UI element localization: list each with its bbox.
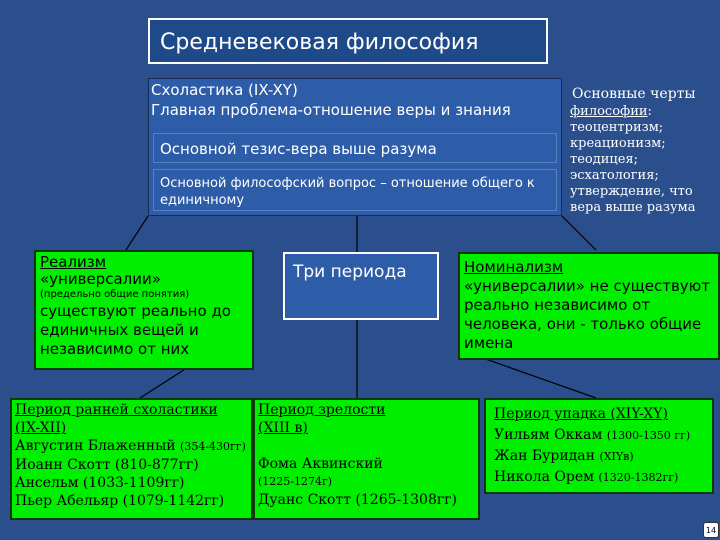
early-years: (IX-XII) [15, 420, 67, 436]
features-heading: Основные черты [572, 86, 696, 102]
mature-person: Фома Аквинский [258, 456, 383, 472]
three-periods-box: Три периода [283, 252, 439, 320]
scholastics-period: Схоластика (IX-XY) [151, 81, 298, 99]
early-person: Ансельм (1033-1109гг) [15, 475, 185, 491]
feature-item: теодицея; [570, 152, 639, 167]
feature-item: вера выше разума [570, 200, 696, 215]
nominalism-text: «универсалии» не существуют реально независимо от человека, они - только общие имена [464, 277, 711, 352]
decline-person: Никола Орем (1320-1382гг) [494, 469, 679, 485]
realism-note: (предельно общие понятия) [40, 289, 190, 300]
mature-period-box [253, 398, 480, 520]
nominalism-title: Номинализм [464, 258, 564, 276]
realism-text: существуют реально до единичных вещей и независимо от них [40, 302, 231, 358]
feature-item: креационизм; [570, 136, 666, 151]
features-list [570, 86, 720, 216]
feature-item: эсхатология; [570, 168, 659, 183]
features-subheading: философии: [570, 104, 652, 119]
page-number: 14 [703, 522, 719, 538]
early-person: Пьер Абельяр (1079-1142гг) [15, 493, 225, 509]
realism-title: Реализм [40, 253, 107, 271]
decline-person: Жан Буридан (XIYв) [494, 448, 634, 464]
nominalism-box [458, 252, 720, 360]
scholastics-problem: Главная проблема-отношение веры и знания [151, 101, 511, 119]
early-title: Период ранней схоластики [15, 402, 218, 418]
realism-box [34, 250, 254, 370]
early-period-box [10, 398, 253, 520]
decline-title: Период упадка (XIY-XY) [494, 406, 668, 422]
mature-person-dates: (1225-1274г) [258, 475, 333, 488]
decline-period-box [484, 398, 714, 494]
mature-title: Период зрелости [258, 402, 386, 418]
mature-years: (XIII в) [258, 420, 308, 436]
feature-item: теоцентризм; [570, 120, 664, 135]
scholastics-box [148, 78, 562, 216]
realism-subtitle: «универсалии» [40, 270, 161, 288]
early-person: Августин Блаженный (354-430гг) [15, 438, 246, 454]
feature-item: утверждение, что [570, 184, 693, 199]
mature-person: Дуанс Скотт (1265-1308гг) [258, 492, 458, 508]
early-person: Иоанн Скотт (810-877гг) [15, 457, 199, 473]
page-title: Средневековая философия [148, 18, 548, 64]
thesis-box: Основной тезис-вера выше разума [153, 133, 557, 163]
question-box: Основной философский вопрос – отношение общего к единичному [153, 169, 557, 211]
decline-person: Уильям Оккам (1300-1350 гг) [494, 427, 691, 443]
